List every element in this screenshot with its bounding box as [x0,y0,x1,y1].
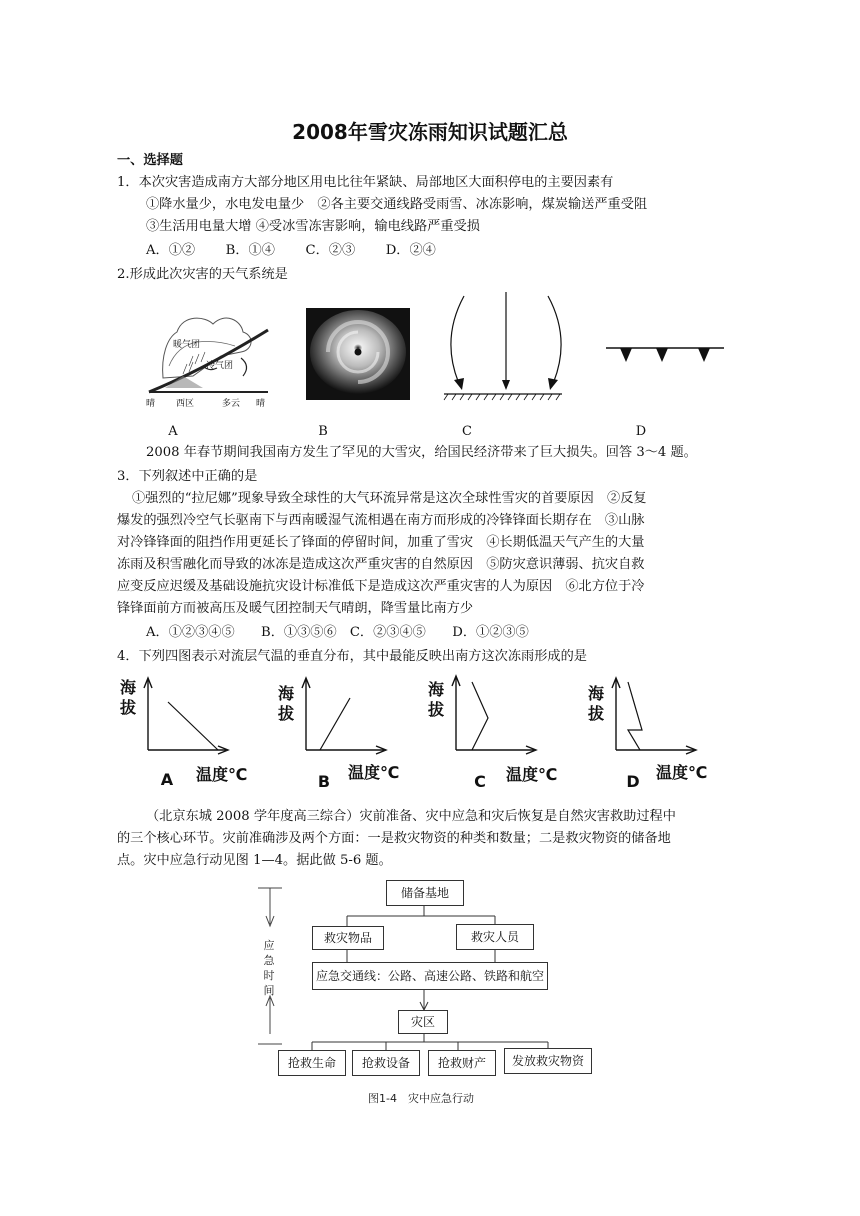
graph-b-x-label: 温度℃ [348,763,400,782]
graph-c-letter: C [474,772,486,791]
question-1-stem: 1．本次灾害造成南方大部分地区用电比往年紧缺、局部地区大面积停电的主要因素有 [117,175,614,190]
action-save-equipment-box: 抢救设备 [352,1050,420,1076]
q2-label-b: B [318,424,328,439]
graph-a [140,676,230,756]
question-3-line-4: 冻雨及积雪融化而导致的冰冻是造成这次严重灾害的自然原因 ⑤防灾意识薄弱、抗灾自救 [117,557,645,572]
graph-c [448,674,538,756]
graph-b-letter: B [317,772,331,791]
graph-a-letter: A [160,770,174,789]
intro-q5-q6-line-1: （北京东城 2008 学年度高三综合）灾前准备、灾中应急和灾后恢复是自然灾害救助过程中 [146,809,676,824]
graph-d-x-label: 温度℃ [656,763,708,782]
emergency-transport-box: 应急交通线：公路、高速公路、铁路和航空 [312,962,548,990]
question-4-stem: 4．下列四图表示对流层气温的垂直分布，其中最能反映出南方这次冻雨形成的是 [117,649,587,664]
question-1-option-line-1: ①降水量少，水电发电量少 ②各主要交通线路受雨雪、冰冻影响，煤炭输送严重受阻 [146,197,648,212]
question-2-stem: 2.形成此次灾害的天气系统是 [117,267,288,282]
q2-label-a: A [168,424,178,439]
graph-a-y-label: 海拔 [120,678,137,717]
graph-a-x-label: 温度℃ [196,765,248,784]
question-1-choices: A．①② B．①④ C．②③ D．②④ [146,243,436,258]
intro-q5-q6-line-3: 点。灾中应急行动见图 1—4。据此做 5-6 题。 [117,853,392,868]
q2-label-c: C [462,424,472,439]
question-3-stem: 3．下列叙述中正确的是 [117,469,258,484]
action-save-property-box: 抢救财产 [428,1050,496,1076]
action-save-lives-box: 抢救生命 [278,1050,346,1076]
question-3-line-2: 爆发的强烈冷空气长驱南下与西南暖湿气流相遇在南方而形成的冷锋锋面长期存在 ③山脉 [117,513,645,528]
question-3-line-5: 应变反应迟缓及基础设施抗灾设计标准低下是造成这次严重灾害的人为原因 ⑥北方位于冷 [117,579,645,594]
cold-air-label: 冷气团 [206,361,234,371]
graph-d [608,676,698,756]
section-heading: 一、选择题 [117,153,183,168]
question-3-line-6: 锋锋面前方而被高压及暖气团控制天气晴朗，降雪量比南方少 [117,601,474,616]
rescue-staff-box: 救灾人员 [456,924,534,950]
intro-q3-q4: 2008 年春节期间我国南方发生了罕见的大雪灾，给国民经济带来了巨大损失。回答 3～4 题。 [146,445,697,460]
graph-b-y-label: 海拔 [278,684,295,723]
question-3-line-1: ①强烈的“拉尼娜”现象导致全球性的大气环流异常是这次全球性雪灾的首要原因 ②反复 [132,491,647,506]
intro-q5-q6-line-2: 的三个核心环节。灾前准确涉及两个方面：一是救灾物资的种类和数量；二是救灾物资的储备地 [117,831,671,846]
graph-b [298,676,388,756]
graph-c-y-label: 海拔 [428,680,445,719]
weather-label-3: 多云 [222,399,241,409]
weather-label-5: 西区 [176,399,195,409]
cold-front-symbol-d [604,344,726,368]
graph-d-y-label: 海拔 [588,684,605,723]
front-diagram-a [143,306,273,408]
disaster-area-box: 灾区 [398,1010,448,1034]
question-3-line-3: 对冷锋锋面的阻挡作用更延长了锋面的停留时间，加重了雪灾 ④长期低温天气产生的大量 [117,535,645,550]
flowchart-caption: 图1-4 灾中应急行动 [368,1092,474,1105]
flowchart-side-label: 应急时间 [263,939,275,997]
typhoon-satellite-image [306,308,410,400]
warm-air-label: 暖气团 [173,340,201,350]
action-distribute-supplies-box: 发放救灾物资 [504,1048,592,1074]
weather-label-4: 晴 [256,399,266,409]
q2-label-d: D [635,424,647,439]
relief-goods-box: 救灾物品 [312,926,384,950]
page-title: 2008年雪灾冻雨知识试题汇总 [292,120,568,144]
downdraft-diagram-c [440,290,565,406]
graph-c-x-label: 温度℃ [506,765,558,784]
weather-label-1: 晴 [146,399,156,409]
question-3-choices: A．①②③④⑤ B．①③⑤⑥ C．②③④⑤ D．①②③⑤ [146,625,529,640]
question-1-option-line-2: ③生活用电量大增 ④受冰雪冻害影响，输电线路严重受损 [146,219,480,234]
graph-d-letter: D [626,772,640,791]
storage-base-box: 储备基地 [386,880,464,906]
